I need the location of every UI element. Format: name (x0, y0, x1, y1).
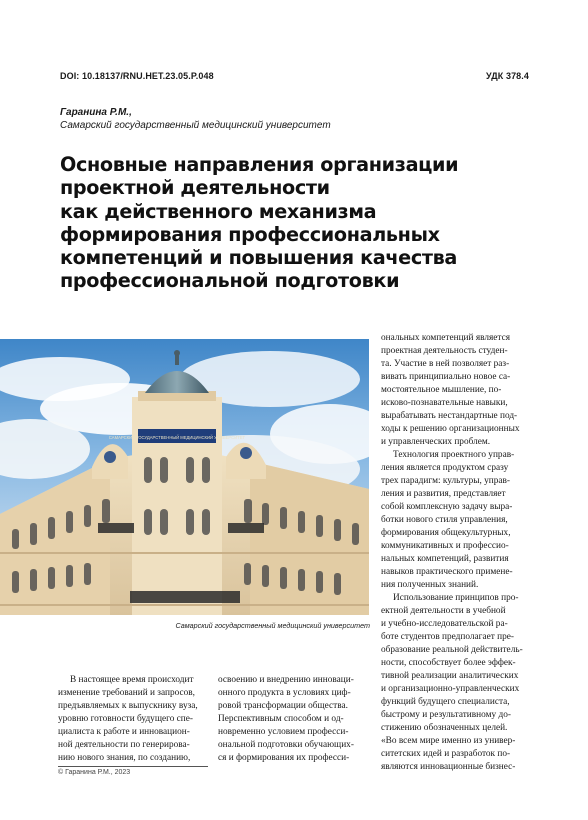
text-line: В настоящее время происходит (70, 675, 194, 685)
title-line: компетенций и повышения качества (60, 246, 458, 270)
text-line: нальных компетенций, развития (381, 554, 509, 564)
text-line: ся и формирования их професси- (218, 753, 350, 763)
text-line: ности, способствует более эффек- (381, 658, 516, 668)
text-line: нию нового знания, по созданию, (58, 753, 191, 763)
photo-caption: Самарский государственный медицинский университет (175, 621, 370, 630)
text-line: боте студентов предполагает пре- (381, 632, 514, 642)
text-line: Использование принципов про- (393, 593, 519, 603)
text-line: ональных компетенций является (381, 333, 510, 343)
text-line: предъявляемых к выпускнику вуза, (58, 701, 198, 711)
text-line: «Во всем мире именно из универ- (381, 736, 516, 746)
text-line: вырабатывать нестандартные под- (381, 411, 518, 421)
text-line: ситетских идей и разработок по- (381, 749, 511, 759)
text-line: исково-познавательные навыки, (381, 398, 508, 408)
text-line: новременно условием професси- (218, 727, 349, 737)
text-line: та. Участие в ней позволяет раз- (381, 359, 510, 369)
title-line: проектной деятельности (60, 176, 330, 200)
text-line: циалиста к работе и инновацион- (58, 727, 190, 737)
text-line: и управленческих проблем. (381, 437, 491, 447)
text-line: ной деятельности по генерирова- (58, 740, 190, 750)
building-illustration (0, 339, 369, 615)
text-line: онного продукта в условиях циф- (218, 688, 351, 698)
title-line: профессиональной подготовки (60, 269, 400, 293)
body-column-right (381, 332, 531, 774)
text-line: коммуникативных и профессио- (381, 541, 509, 551)
text-line: вивать принципиально новое са- (381, 372, 511, 382)
copyright-note: © Гаранина Р.М., 2023 (58, 769, 131, 776)
text-line: мостоятельное мышление, по- (381, 385, 502, 395)
text-line: ния полученных знаний. (381, 580, 479, 590)
title-line: Основные направления организации (60, 153, 459, 176)
text-line: стижению обозначенных целей. (381, 723, 508, 733)
title-line: формирования профессиональных (60, 222, 440, 246)
udk-label: УДК 378.4 (486, 71, 529, 81)
body-column-left (58, 674, 208, 765)
author-name: Гаранина Р.М., (60, 107, 132, 118)
text-line: ботки нового стиля управления, (381, 515, 508, 525)
text-line: ровой трансформации общества. (218, 701, 348, 711)
text-line: ходы к решению организационных (381, 424, 520, 434)
text-line: быстрому и результативному до- (381, 710, 511, 720)
body-column-middle (218, 674, 368, 765)
text-line: ектной деятельности в учебной (381, 606, 506, 616)
text-line: ления и развития, представляет (381, 489, 506, 499)
text-line: и организационно-управленческих (381, 684, 520, 694)
text-line: и учебно-исследовательской ра- (381, 619, 508, 629)
footnote-divider (58, 766, 208, 767)
author-affiliation: Самарский государственный медицинский университет (60, 120, 331, 131)
text-line: ления является продуктом сразу (381, 463, 509, 473)
title-line: как действенного механизма (60, 199, 377, 223)
text-line: формирования общекультурных, (381, 528, 511, 538)
text-line: функций будущего специалиста, (381, 697, 510, 707)
text-line: Перспективным способом и од- (218, 714, 344, 724)
university-building-photo (0, 339, 369, 615)
text-line: освоению и внедрению инноваци- (218, 675, 354, 685)
building-sign-text: САМАРСКИЙ ГОСУДАРСТВЕННЫЙ МЕДИЦИНСКИЙ УНИВЕРСИТЕТ (108, 435, 246, 440)
article-title (60, 153, 530, 293)
text-line: ональной подготовки обучающих- (218, 740, 354, 750)
doi-label: DOI: 10.18137/RNU.HET.23.05.P.048 (60, 71, 214, 81)
text-line: собой комплексную задачу выра- (381, 502, 513, 512)
text-line: образование реальной действитель- (381, 645, 523, 655)
text-line: проектная деятельность студен- (381, 346, 508, 356)
text-line: трех парадигм: культуры, управ- (381, 476, 511, 486)
text-line: Технология проектного управ- (393, 450, 515, 460)
text-line: навыков практического примене- (381, 567, 513, 577)
text-line: являются инновационные бизнес- (381, 762, 516, 772)
text-line: уровню готовности будущего спе- (58, 714, 193, 724)
text-line: тивной реализации аналитических (381, 671, 519, 681)
text-line: изменение требований и запросов, (58, 688, 195, 698)
